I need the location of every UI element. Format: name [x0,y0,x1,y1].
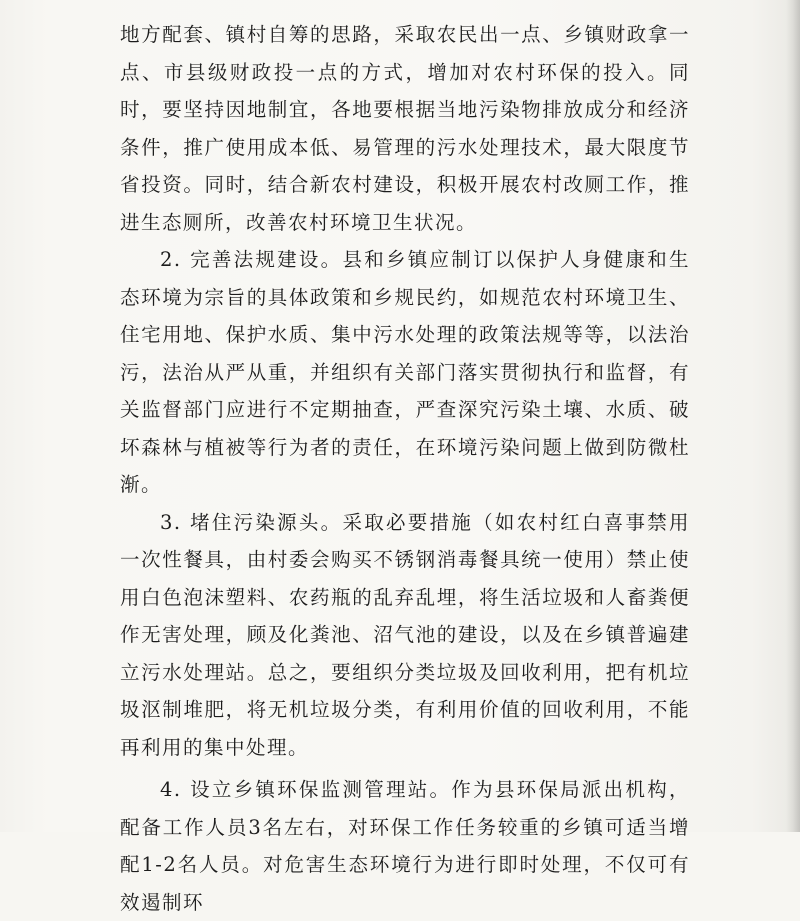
document-body [120,16,690,921]
paragraph-2: 2. 完善法规建设。县和乡镇应制订以保护人身健康和生态环境为宗旨的具体政策和乡规民约，如规范农村环境卫生、住宅用地、保护水质、集中污水处理的政策法规等等，以法治污，法治从严从重，并组织有关部门落实贯彻执行和监督，有关监督部门应进行不定期抽查，严查深究污染土壤、水质、破坏森林与植被等行为者的责任，在环境污染问题上做到防微杜渐。 [120,248,690,496]
paragraph-1: 地方配套、镇村自筹的思路，采取农民出一点、乡镇财政拿一点、市县级财政投一点的方式，增加对农村环保的投入。同时，要坚持因地制宜，各地要根据当地污染物排放成分和经济条件，推广使用成本低、易管理的污水处理技术，最大限度节省投资。同时，结合新农村建设，积极开展农村改厕工作，推进生态厕所，改善农村环境卫生状况。 [120,23,690,234]
paragraph-4: 4. 设立乡镇环保监测管理站。作为县环保局派出机构，配备工作人员3名左右，对环保工作任务较重的乡镇可适当增配1-2名人员。对危害生态环境行为进行即时处理，不仅可有效遏制环 [120,778,690,914]
page-edge-shadow [786,0,800,832]
paragraph-3: 3. 堵住污染源头。采取必要措施（如农村红白喜事禁用一次性餐具，由村委会购买不锈钢消毒餐具统一使用）禁止使用白色泡沫塑料、农药瓶的乱弃乱埋，将生活垃圾和人畜粪便作无害处理，顾及化粪池、沼气池的建设，以及在乡镇普遍建立污水处理站。总之，要组织分类垃圾及回收利用，把有机垃圾沤制堆肥，将无机垃圾分类，有利用价值的回收利用，不能再利用的集中处理。 [120,510,690,759]
